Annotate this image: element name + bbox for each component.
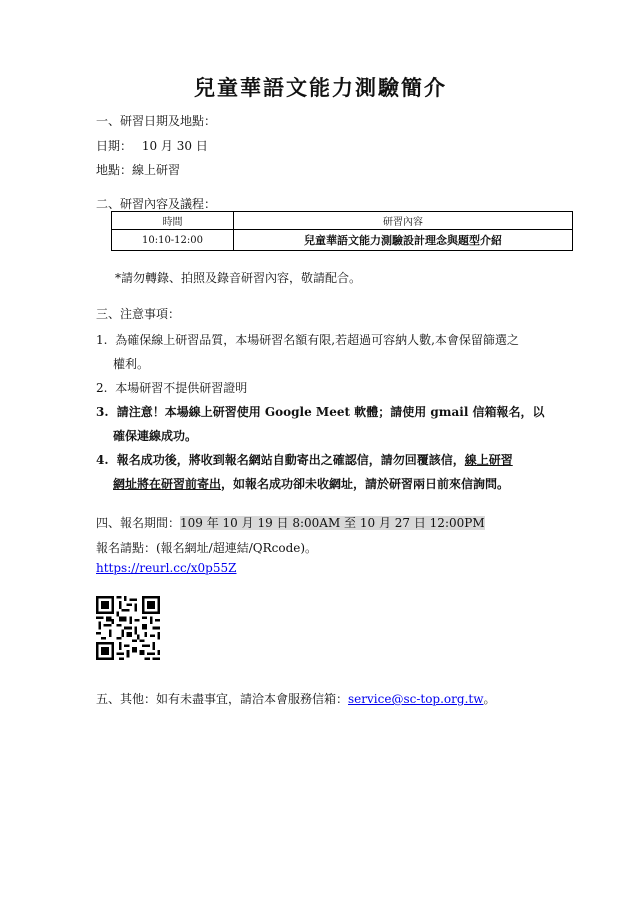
qr-code-icon[interactable]: [96, 596, 160, 660]
register-instruction: 報名請點：(報名網址/超連結/QRcode)。: [96, 541, 318, 555]
notice-item-3-text-c: 軟體；請使用: [350, 405, 431, 419]
table-header-time: 時間: [112, 212, 234, 230]
service-email-link[interactable]: service@sc-top.org.tw: [348, 692, 484, 706]
notice-item-1-number: 1.: [96, 333, 108, 347]
table-cell-topic: 兒童華語文能力測驗設計理念與題型介紹: [234, 230, 573, 251]
schedule-table: [111, 211, 573, 251]
date-value: 10 月 30 日: [141, 139, 208, 153]
notice-item-3-cont: 確保連線成功。: [113, 429, 198, 443]
section-5-end: 。: [483, 692, 496, 706]
notice-item-3: [96, 403, 545, 420]
notice-item-4-text-a: 報名成功後，將收到報名網站自動寄出之確認信，請勿回覆該信，: [116, 453, 465, 467]
notice-item-1-cont: 權利。: [113, 357, 150, 371]
date-label: 日期：: [96, 139, 133, 153]
notice-item-4-cont: [113, 475, 509, 492]
page-title: 兒童華語文能力測驗簡介: [194, 75, 447, 100]
section-4-heading: 四、報名期間：: [96, 516, 181, 530]
notice-item-3-text-a: 請注意！本場線上研習使用: [116, 405, 265, 419]
date-line: [96, 137, 208, 154]
notice-item-4-underlined-a: 線上研習: [464, 453, 513, 467]
section-1-heading: 一、研習日期及地點：: [96, 114, 217, 128]
registration-link[interactable]: https://reurl.cc/x0p55Z: [96, 561, 237, 575]
notice-item-2: [96, 379, 247, 396]
notice-item-4-underlined-b: 網址將在研習前寄出: [113, 477, 222, 491]
table-cell-time: 10:10-12:00: [112, 230, 234, 251]
registration-period-line: [96, 514, 485, 531]
table-row: [112, 230, 573, 251]
place-value: 線上研習: [132, 163, 181, 177]
notice-item-3-text-e: 信箱報名，以: [468, 405, 545, 419]
table-header-row: [112, 212, 573, 230]
notice-item-4-text-d: ，如報名成功卻未收網址，請於研習兩日前來信詢問。: [221, 477, 510, 491]
notice-item-1-text: 為確保線上研習品質，本場研習名額有限,若超過可容納人數,本會保留篩選之: [115, 333, 519, 347]
recording-note: *請勿轉錄、拍照及錄音研習內容，敬請配合。: [115, 271, 362, 285]
notice-item-1: [96, 331, 519, 348]
notice-item-4-number: 4.: [96, 453, 109, 467]
notice-item-3-number: 3.: [96, 405, 109, 419]
notice-item-4: [96, 451, 513, 468]
section-3-heading: 三、注意事項：: [96, 307, 181, 321]
place-label: 地點：: [96, 163, 133, 177]
table-header-content: 研習內容: [234, 212, 573, 230]
google-meet-term: Google Meet: [264, 405, 351, 419]
place-line: [96, 161, 180, 178]
gmail-term: gmail: [430, 405, 469, 419]
notice-item-2-number: 2.: [96, 381, 108, 395]
registration-period: 109 年 10 月 19 日 8:00AM 至 10 月 27 日 12:00PM: [180, 516, 485, 530]
other-info-line: [96, 690, 496, 707]
section-2-heading: 二、研習內容及議程：: [96, 197, 217, 211]
section-5-text: 五、其他：如有未盡事宜，請洽本會服務信箱：: [96, 692, 349, 706]
notice-item-2-text: 本場研習不提供研習證明: [115, 381, 248, 395]
